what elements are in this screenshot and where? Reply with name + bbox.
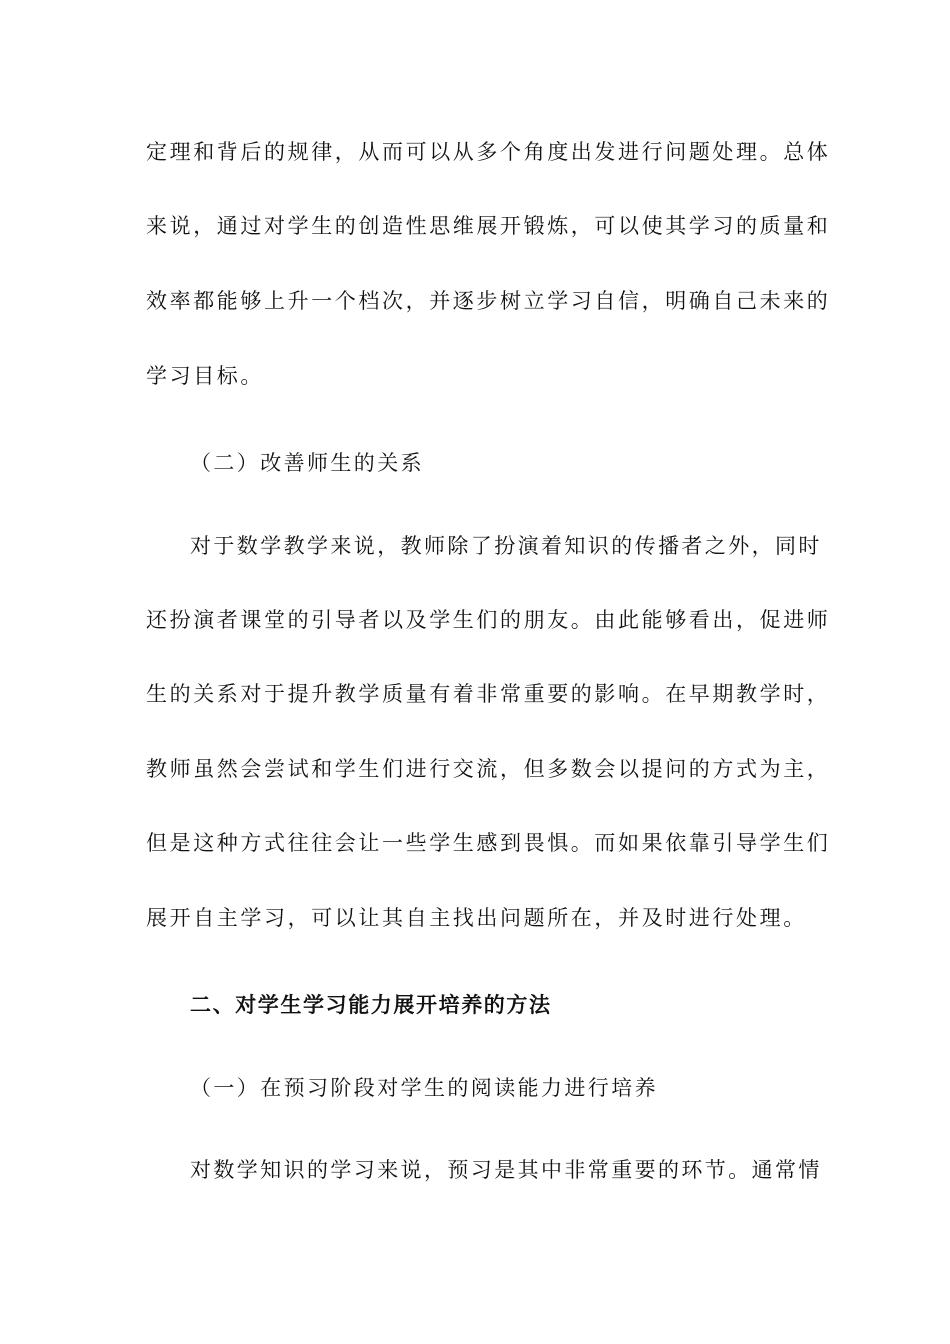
subheading-preview-reading: （一）在预习阶段对学生的阅读能力进行培养 xyxy=(190,1076,658,1100)
body-text-line: 来说，通过对学生的创造性思维展开锻炼，可以使其学习的质量和 xyxy=(146,214,831,238)
body-text-line: 对数学知识的学习来说，预习是其中非常重要的环节。通常情 xyxy=(190,1158,822,1182)
body-text-line: 对于数学教学来说，教师除了扮演着知识的传播者之外，同时 xyxy=(190,534,822,558)
body-text-line: 展开自主学习，可以让其自主找出问题所在，并及时进行处理。 xyxy=(146,906,807,930)
body-text-line: 生的关系对于提升教学质量有着非常重要的影响。在早期教学时， xyxy=(146,682,831,706)
body-text-line: 但是这种方式往往会让一些学生感到畏惧。而如果依靠引导学生们 xyxy=(146,831,831,855)
subheading-teacher-student-relationship: （二）改善师生的关系 xyxy=(190,451,424,475)
body-text-line: 效率都能够上升一个档次，并逐步树立学习自信，明确自己未来的 xyxy=(146,289,831,313)
body-text-line: 学习目标。 xyxy=(146,364,264,388)
body-text-line: 还扮演者课堂的引导者以及学生们的朋友。由此能够看出，促进师 xyxy=(146,608,831,632)
body-text-line: 定理和背后的规律，从而可以从多个角度出发进行问题处理。总体 xyxy=(146,140,831,164)
body-text-line: 教师虽然会尝试和学生们进行交流，但多数会以提问的方式为主， xyxy=(146,757,831,781)
section-heading: 二、对学生学习能力展开培养的方法 xyxy=(190,993,552,1017)
